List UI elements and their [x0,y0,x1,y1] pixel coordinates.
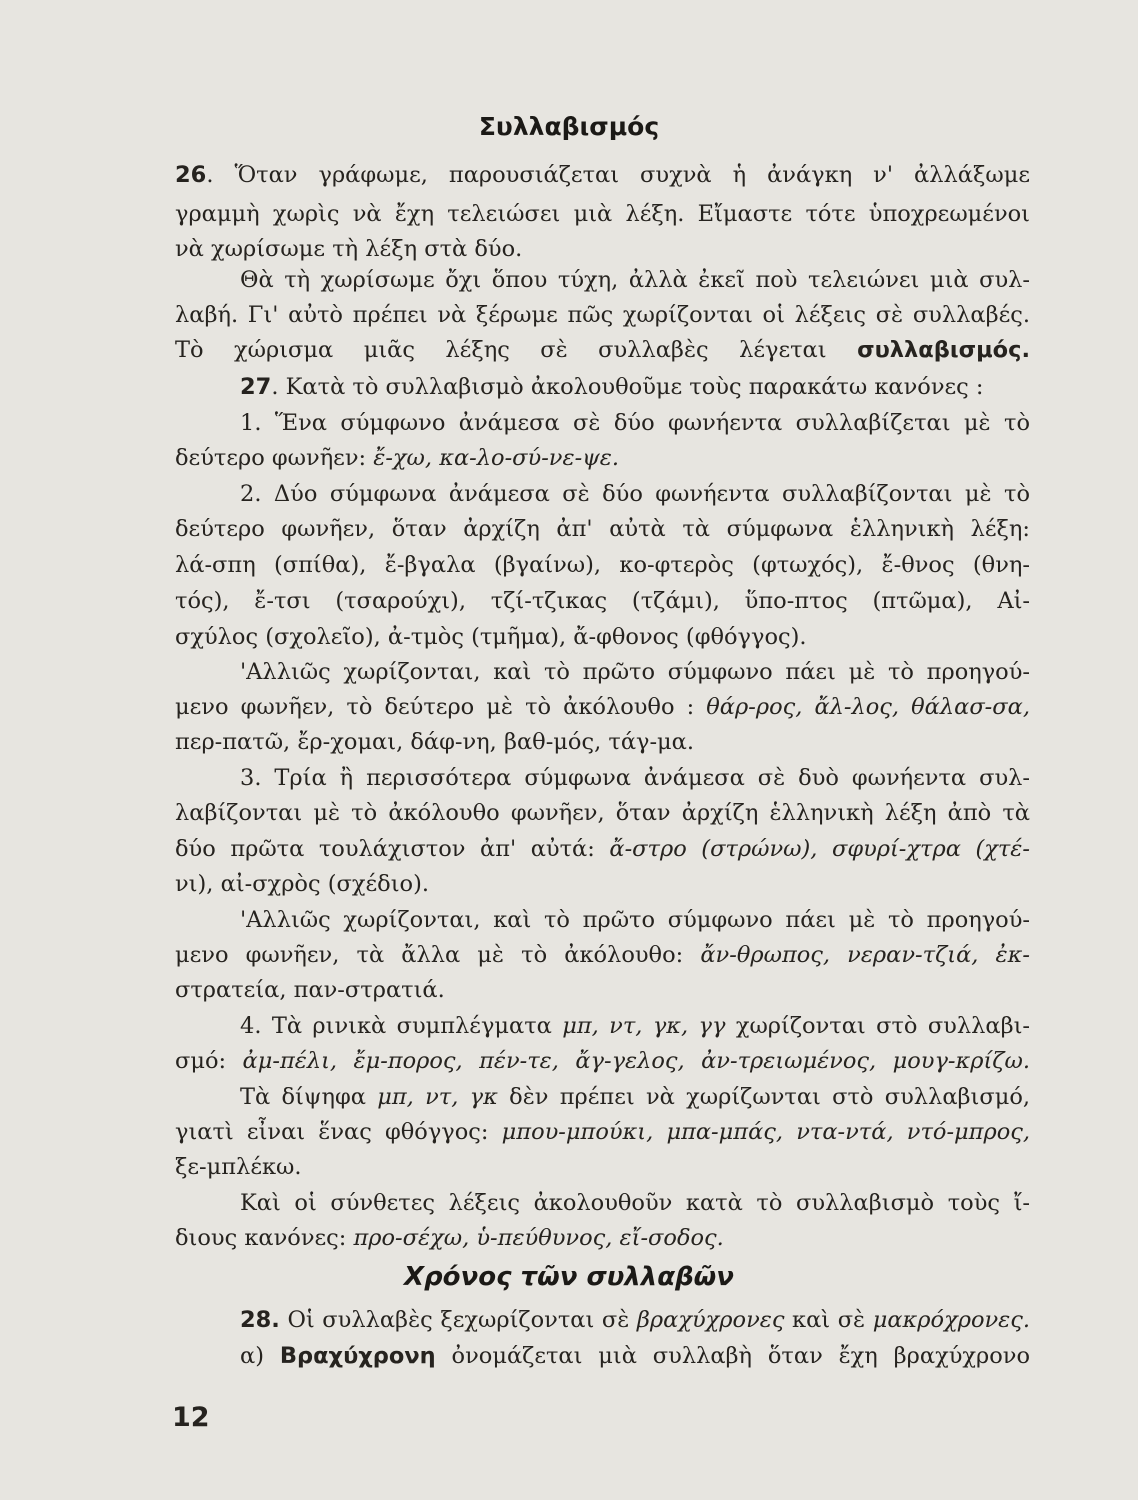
p27-line-1: 27. Κατὰ τὸ συλλαβισμὸ ἀκολουθοῦμε τοὺς παρακάτω κανόνες : [240,374,984,400]
rule1-line-2: δεύτερο φωνῆεν: ἔ-χω, κα-λο-σύ-νε-ψε. [175,445,620,471]
rule2-line-8: περ-πατῶ, ἔρ-χομαι, δάφ-νη, βαθ-μός, τάγ-μα. [175,729,695,755]
p28-line-2: α) Βραχύχρονη ὀνομάζεται μιὰ συλλαβὴ ὅταν ἔχη βραχύχρονο [240,1343,1031,1369]
rule2-line-4: τός), ἔ-τσι (τσαρούχι), τζί-τζικας (τζάμι), ὕπο-πτος (πτῶμα), Αἰ- [175,588,1030,614]
term-short-syllable: Βραχύχρονη [279,1343,436,1369]
rule2-line-1: 2. Δύο σύμφωνα ἀνάμεσα σὲ δύο φωνήεντα συλλαβίζονται μὲ τὸ [240,481,1030,507]
section-heading-syllable-length: Χρόνος τῶν συλλαβῶν [403,1262,734,1292]
term-syllabification: συλλαβισμός. [857,337,1031,363]
rule3-line-7: στρατεία, παν-στρατιά. [175,977,445,1003]
rule4-line-3: Τὰ δίψηφα μπ, ντ, γκ δὲν πρέπει νὰ χωρίζωνται στὸ συλλαβισμό, [240,1084,1031,1110]
p26-line-5: λαβή. Γι' αὐτὸ πρέπει νὰ ξέρωμε πῶς χωρίζονται οἱ λέξεις σὲ συλλαβές. [175,302,1030,328]
rule2-line-2: δεύτερο φωνῆεν, ὅταν ἀρχίζη ἀπ' αὐτὰ τὰ σύμφωνα ἑλληνικὴ λέξη: [175,516,1030,542]
rule3-line-5: 'Αλλιῶς χωρίζονται, καὶ τὸ πρῶτο σύμφωνο πάει μὲ τὸ προηγού- [240,907,1030,933]
p28-number: 28. [240,1307,280,1333]
rule3-line-2: λαβίζονται μὲ τὸ ἀκόλουθο φωνῆεν, ὅταν ἀρχίζη ἑλληνικὴ λέξη ἀπὸ τὰ [175,800,1030,826]
p26-line-4: Θὰ τὴ χωρίσωμε ὄχι ὅπου τύχη, ἀλλὰ ἐκεῖ ποὺ τελειώνει μιὰ συλ- [240,267,1030,293]
p28-line-1: 28. Οἱ συλλαβὲς ξεχωρίζονται σὲ βραχύχρονες καὶ σὲ μακρόχρονες. [240,1307,1030,1333]
p26-number: 26 [175,162,207,188]
rule2-line-7: μενο φωνῆεν, τὸ δεύτερο μὲ τὸ ἀκόλουθο : θάρ-ρος, ἄλ-λος, θάλασ-σα, [175,694,1030,720]
section-heading-syllabification: Συλλαβισμός [478,112,660,141]
rule2-line-3: λά-σπη (σπίθα), ἔ-βγαλα (βγαίνω), κο-φτερὸς (φτωχός), ἔ-θνος (θνη- [175,552,1030,578]
rule4-line-7: διους κανόνες: προ-σέχω, ὑ-πεύθυνος, εἴ-σοδος. [175,1225,724,1251]
p26-line-6: Τὸ χώρισμα μιᾶς λέξης σὲ συλλαβὲς λέγεται συλλαβισμός. [175,337,1031,363]
rule2-line-5: σχύλος (σχολεῖο), ἀ-τμὸς (τμῆμα), ἄ-φθονος (φθόγγος). [175,624,807,650]
rule4-line-1: 4. Τὰ ρινικὰ συμπλέγματα μπ, ντ, γκ, γγ χωρίζονται στὸ συλλαβι- [240,1013,1031,1039]
rule4-line-2: σμό: ἀμ-πέλι, ἔμ-πορος, πέν-τε, ἄγ-γελος, ἀν-τρειωμένος, μουγ-κρίζω. [175,1048,1030,1074]
rule1-examples: ἔ-χω, κα-λο-σύ-νε-ψε. [373,445,620,471]
rule3-line-4: νι), αἰ-σχρὸς (σχέδιο). [175,871,429,897]
rule3-line-6: μενο φωνῆεν, τὰ ἄλλα μὲ τὸ ἀκόλουθο: ἄν-θρωπος, νεραν-τζιά, ἐκ- [175,942,1030,968]
p26-line-2: γραμμὴ χωρὶς νὰ ἔχη τελειώσει μιὰ λέξη. Εἴμαστε τότε ὑποχρεωμένοι [175,201,1030,227]
page-number: 12 [172,1402,210,1433]
rule1-line-1: 1. Ἕνα σύμφωνο ἀνάμεσα σὲ δύο φωνήεντα συλλαβίζεται μὲ τὸ [240,410,1030,436]
p26-line-3: νὰ χωρίσωμε τὴ λέξη στὰ δύο. [175,236,523,262]
rule4-line-6: Καὶ οἱ σύνθετες λέξεις ἀκολουθοῦν κατὰ τὸ συλλαβισμὸ τοὺς ἴ- [240,1190,1030,1216]
rule4-line-5: ξε-μπλέκω. [175,1154,302,1180]
p26-line-1: 26. Ὅταν γράφωμε, παρουσιάζεται συχνὰ ἡ ἀνάγκη ν' ἀλλάξωμε [175,162,1030,188]
p27-number: 27 [240,374,272,400]
rule3-line-3: δύο πρῶτα τουλάχιστον ἀπ' αὐτά: ἄ-στρο (στρώνω), σφυρί-χτρα (χτέ- [175,836,1030,862]
rule3-line-1: 3. Τρία ἢ περισσότερα σύμφωνα ἀνάμεσα σὲ δυὸ φωνήεντα συλ- [240,765,1030,791]
rule2-line-6: 'Αλλιῶς χωρίζονται, καὶ τὸ πρῶτο σύμφωνο πάει μὲ τὸ προηγού- [240,659,1030,685]
rule4-line-4: γιατὶ εἶναι ἕνας φθόγγος: μπου-μπούκι, μπα-μπάς, ντα-ντά, ντό-μπρος, [175,1119,1030,1145]
